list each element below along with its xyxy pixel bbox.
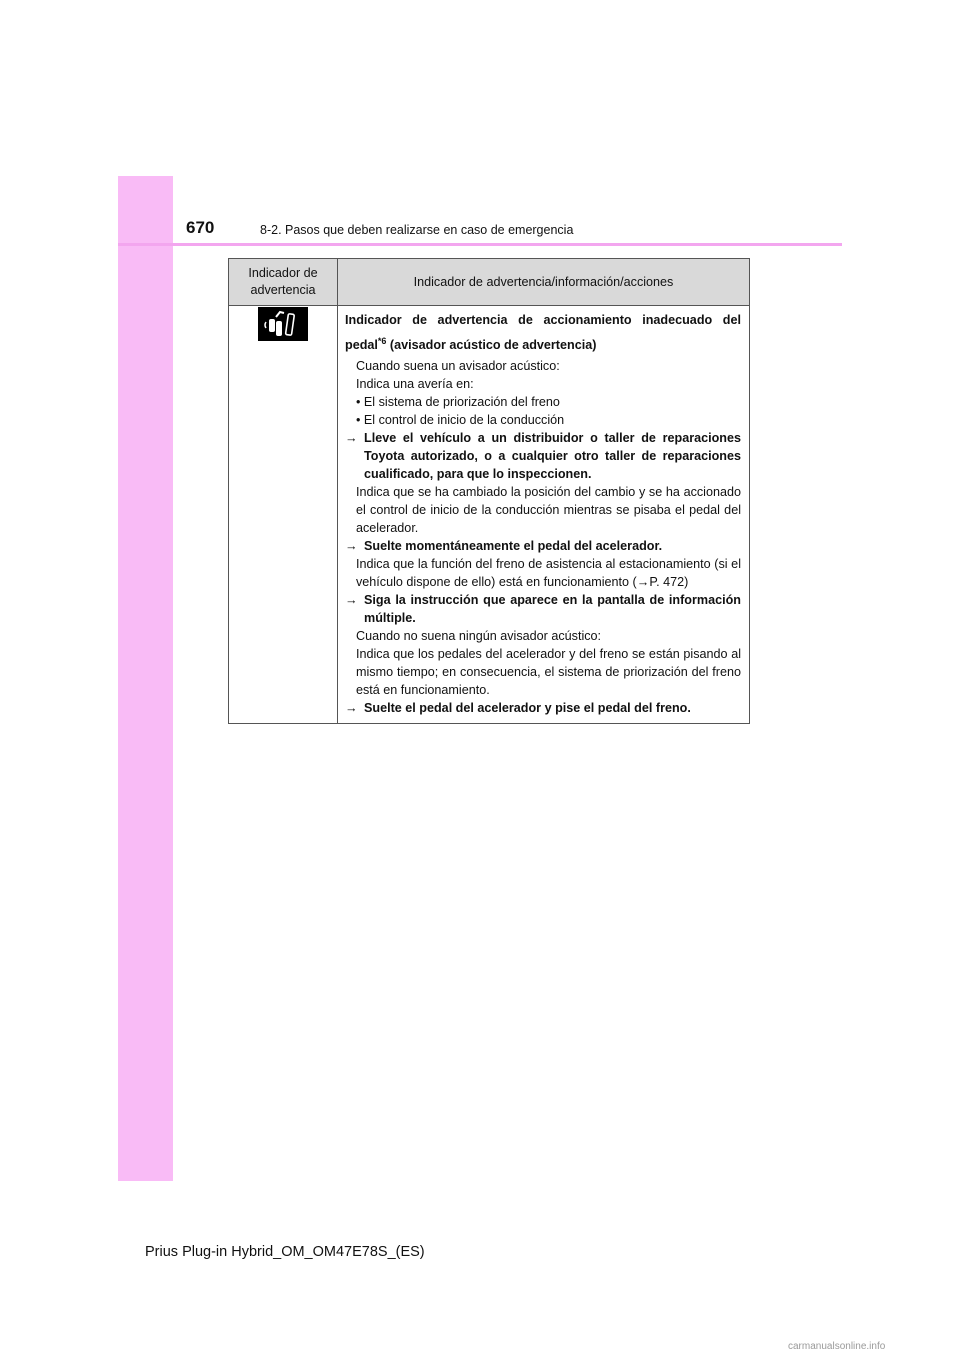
when-sound-text: Cuando suena un avisador acústico: [356, 359, 560, 374]
paragraph: Indica que la función del freno de asistencia al estacionamiento (si el vehículo dispone de ello) está en funcionamiento (→P. 472) [356, 557, 741, 590]
table-row [229, 306, 750, 724]
watermark: carmanualsonline.info [788, 1341, 886, 1352]
page-number: 670 [186, 218, 215, 237]
paragraph: Indica que los pedales del acelerador y del freno se están pisando al mismo tiempo; en consecuencia, el sistema de priorización del freno está en funcionamiento. [356, 647, 741, 698]
header-rule [118, 243, 842, 246]
arrow-icon: → [345, 539, 358, 554]
action-item: → Suelte el pedal del acelerador y pise el pedal del freno. [345, 701, 691, 716]
indicates-fault-text: Indica una avería en: [356, 377, 474, 392]
arrow-icon: → [345, 593, 358, 608]
paragraph: Indica que se ha cambiado la posición del cambio y se ha accionado el control de inicio de la conducción mientras se pisaba el pedal del acelerador. [356, 485, 741, 536]
warning-table [228, 258, 750, 724]
col-header-indicator: Indicador de advertencia [229, 259, 338, 306]
pedal-operation-warning-icon [258, 307, 308, 341]
action-item: → Suelte momentáneamente el pedal del acelerador. [345, 539, 663, 554]
section-title: 8-2. Pasos que deben realizarse en caso de emergencia [260, 223, 574, 237]
info-cell [338, 306, 750, 724]
arrow-icon: → [345, 431, 358, 446]
bullet-item: • El control de inicio de la conducción [356, 413, 565, 428]
footer-manual-id: Prius Plug-in Hybrid_OM_OM47E78S_(ES) [145, 1244, 425, 1260]
col-header-info: Indicador de advertencia/información/acciones [338, 259, 750, 306]
side-tab [118, 176, 173, 1181]
icon-cell [229, 306, 338, 724]
action-item: → Siga la instrucción que aparece en la pantalla de información múltiple. [345, 593, 741, 626]
arrow-icon: → [345, 701, 358, 716]
action-item: → Lleve el vehículo a un distribuidor o taller de reparaciones Toyota autorizado, o a cualquier otro taller de reparaciones cualificado, para que lo inspeccionen. [345, 431, 741, 482]
paragraph: Cuando no suena ningún avisador acústico: [356, 629, 602, 644]
warning-title: Indicador de advertencia de accionamiento inadecuado del pedal$^{*6}$ (avisador acústico de advertencia) [345, 313, 741, 353]
table-header-row [229, 259, 750, 306]
bullet-item: • El sistema de priorización del freno [356, 395, 560, 410]
page-reference[interactable]: →P. 472) [636, 575, 689, 590]
